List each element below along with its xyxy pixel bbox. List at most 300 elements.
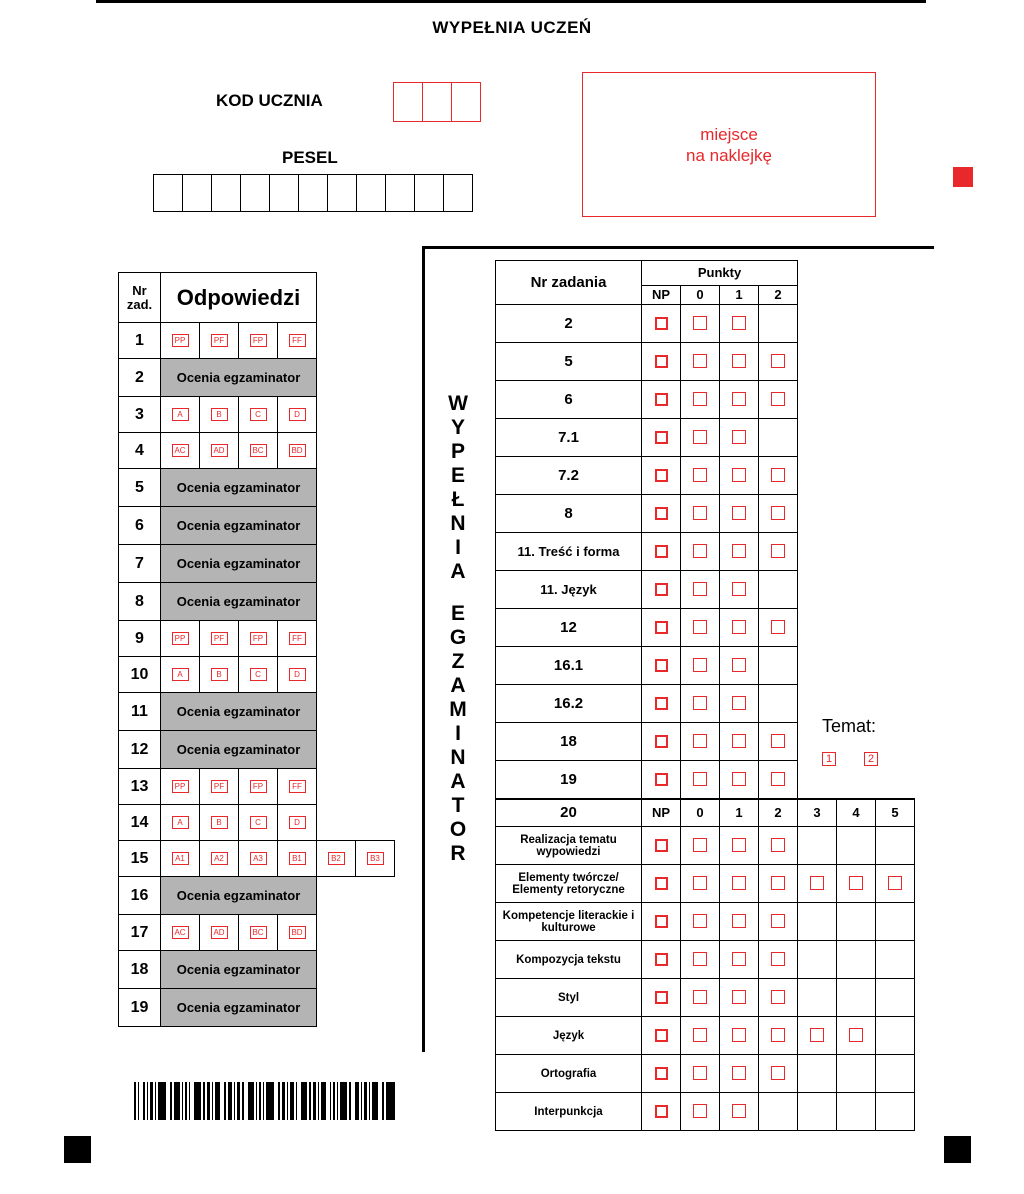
- points-cell[interactable]: [720, 723, 759, 761]
- np-cell[interactable]: [642, 941, 681, 979]
- points-cell[interactable]: [759, 865, 798, 903]
- task-number: 2: [496, 305, 642, 343]
- answer-option-cell[interactable]: [200, 323, 239, 359]
- np-checkbox[interactable]: [655, 915, 668, 928]
- points-cell[interactable]: [720, 1093, 759, 1131]
- pesel-cell[interactable]: [182, 174, 212, 212]
- np-cell[interactable]: [642, 457, 681, 495]
- answer-option-box[interactable]: D: [289, 816, 306, 829]
- answer-option-cell[interactable]: [161, 657, 200, 693]
- answer-option-box[interactable]: AD: [211, 926, 228, 939]
- answer-option-cell[interactable]: [161, 323, 200, 359]
- points-cell[interactable]: [681, 343, 720, 381]
- np-checkbox[interactable]: [655, 1105, 668, 1118]
- np-cell[interactable]: [642, 979, 681, 1017]
- answer-option-box[interactable]: A: [172, 668, 189, 681]
- answer-option-box[interactable]: PF: [211, 780, 228, 793]
- points-cell[interactable]: [681, 609, 720, 647]
- points-checkbox[interactable]: [732, 506, 746, 520]
- points-checkbox[interactable]: [693, 696, 707, 710]
- points-cell[interactable]: [720, 305, 759, 343]
- examiner-graded-cell: Ocenia egzaminator: [161, 731, 317, 769]
- points-checkbox[interactable]: [810, 1028, 824, 1042]
- answer-option-box[interactable]: A: [172, 408, 189, 421]
- points-cell[interactable]: [681, 419, 720, 457]
- points-checkbox[interactable]: [732, 468, 746, 482]
- points-cell[interactable]: [681, 903, 720, 941]
- points-checkbox[interactable]: [732, 990, 746, 1004]
- points-checkbox[interactable]: [732, 658, 746, 672]
- points-checkbox[interactable]: [732, 392, 746, 406]
- answer-row-number: 11: [119, 693, 161, 731]
- answer-row: [119, 545, 395, 583]
- np-cell[interactable]: [642, 609, 681, 647]
- np-cell[interactable]: [642, 903, 681, 941]
- points-cell[interactable]: [876, 865, 915, 903]
- points-cell[interactable]: [681, 647, 720, 685]
- points-checkbox[interactable]: [771, 990, 785, 1004]
- points-cell[interactable]: [759, 941, 798, 979]
- points-checkbox[interactable]: [693, 914, 707, 928]
- answer-option-cell[interactable]: [200, 433, 239, 469]
- points-checkbox[interactable]: [771, 1066, 785, 1080]
- np-cell[interactable]: [642, 419, 681, 457]
- answer-option-box[interactable]: C: [250, 668, 267, 681]
- pesel-cell[interactable]: [153, 174, 183, 212]
- np-cell[interactable]: [642, 571, 681, 609]
- np-cell[interactable]: [642, 723, 681, 761]
- points-checkbox[interactable]: [732, 914, 746, 928]
- task-number: 5: [496, 343, 642, 381]
- topic-option-box[interactable]: 1: [822, 752, 836, 766]
- np-checkbox[interactable]: [655, 1067, 668, 1080]
- spacer-cell: [837, 285, 876, 304]
- points-checkbox[interactable]: [693, 354, 707, 368]
- points-checkbox[interactable]: [693, 990, 707, 1004]
- answer-option-cell[interactable]: [278, 805, 317, 841]
- answer-option-cell[interactable]: [239, 397, 278, 433]
- pesel-cell[interactable]: [240, 174, 270, 212]
- points-cell: [876, 941, 915, 979]
- answer-option-cell[interactable]: [278, 657, 317, 693]
- answer-option-cell[interactable]: [239, 841, 278, 877]
- np-checkbox[interactable]: [655, 953, 668, 966]
- points-cell[interactable]: [681, 865, 720, 903]
- points-checkbox[interactable]: [693, 430, 707, 444]
- answer-option-cell[interactable]: [200, 805, 239, 841]
- points-checkbox[interactable]: [771, 392, 785, 406]
- answer-option-box[interactable]: PP: [172, 334, 189, 347]
- answer-option-box[interactable]: BD: [289, 444, 306, 457]
- answer-option-cell[interactable]: [239, 621, 278, 657]
- points-checkbox[interactable]: [771, 506, 785, 520]
- points-checkbox[interactable]: [693, 838, 707, 852]
- np-checkbox[interactable]: [655, 583, 668, 596]
- points-checkbox[interactable]: [732, 582, 746, 596]
- np-checkbox[interactable]: [655, 507, 668, 520]
- answer-option-cell[interactable]: [278, 621, 317, 657]
- answer-option-box[interactable]: A: [172, 816, 189, 829]
- points-checkbox[interactable]: [693, 582, 707, 596]
- points-checkbox[interactable]: [693, 876, 707, 890]
- answer-option-box[interactable]: PP: [172, 780, 189, 793]
- answer-option-box[interactable]: D: [289, 408, 306, 421]
- np-checkbox[interactable]: [655, 697, 668, 710]
- points-cell[interactable]: [720, 609, 759, 647]
- answer-option-cell[interactable]: [356, 841, 395, 877]
- points-cell[interactable]: [759, 1017, 798, 1055]
- points-checkbox[interactable]: [693, 620, 707, 634]
- points-checkbox[interactable]: [732, 316, 746, 330]
- task20-col-header: 5: [876, 799, 915, 827]
- task-number: 16.2: [496, 685, 642, 723]
- points-checkbox[interactable]: [693, 1066, 707, 1080]
- points-cell[interactable]: [720, 381, 759, 419]
- points-cell[interactable]: [720, 647, 759, 685]
- np-checkbox[interactable]: [655, 317, 668, 330]
- answer-option-cell[interactable]: [317, 841, 356, 877]
- points-checkbox[interactable]: [693, 1104, 707, 1118]
- points-checkbox[interactable]: [693, 658, 707, 672]
- np-checkbox[interactable]: [655, 545, 668, 558]
- np-cell[interactable]: [642, 495, 681, 533]
- points-checkbox[interactable]: [732, 876, 746, 890]
- points-cell[interactable]: [798, 1017, 837, 1055]
- points-checkbox[interactable]: [771, 876, 785, 890]
- np-checkbox[interactable]: [655, 621, 668, 634]
- np-checkbox[interactable]: [655, 735, 668, 748]
- points-checkbox[interactable]: [732, 838, 746, 852]
- answer-option-cell[interactable]: [200, 657, 239, 693]
- barcode-bar: [150, 1082, 153, 1120]
- np-checkbox[interactable]: [655, 431, 668, 444]
- answer-option-cell[interactable]: [278, 433, 317, 469]
- np-checkbox[interactable]: [655, 469, 668, 482]
- answer-option-cell[interactable]: [278, 323, 317, 359]
- answer-row-number: 10: [119, 657, 161, 693]
- points-cell[interactable]: [759, 903, 798, 941]
- topic-option-box[interactable]: 2: [864, 752, 878, 766]
- pesel-cell[interactable]: [385, 174, 415, 212]
- points-cell[interactable]: [720, 571, 759, 609]
- points-cell[interactable]: [720, 941, 759, 979]
- points-cell[interactable]: [720, 533, 759, 571]
- np-checkbox[interactable]: [655, 839, 668, 852]
- points-checkbox[interactable]: [771, 1028, 785, 1042]
- points-checkbox[interactable]: [732, 544, 746, 558]
- answer-option-box[interactable]: B: [211, 408, 228, 421]
- points-cell[interactable]: [759, 457, 798, 495]
- answer-option-cell[interactable]: [200, 397, 239, 433]
- answer-option-cell[interactable]: [161, 621, 200, 657]
- points-checkbox[interactable]: [693, 952, 707, 966]
- pesel-cell[interactable]: [298, 174, 328, 212]
- answer-option-cell[interactable]: [161, 397, 200, 433]
- answer-option-cell[interactable]: [161, 769, 200, 805]
- points-checkbox[interactable]: [732, 1028, 746, 1042]
- points-cell[interactable]: [681, 1017, 720, 1055]
- np-checkbox[interactable]: [655, 991, 668, 1004]
- points-checkbox[interactable]: [732, 772, 746, 786]
- answer-option-box[interactable]: FP: [250, 632, 267, 645]
- answer-option-box[interactable]: PF: [211, 632, 228, 645]
- points-cell[interactable]: [720, 1017, 759, 1055]
- points-cell[interactable]: [720, 903, 759, 941]
- np-checkbox[interactable]: [655, 393, 668, 406]
- points-checkbox[interactable]: [732, 734, 746, 748]
- answer-option-box[interactable]: BC: [250, 926, 267, 939]
- points-cell[interactable]: [759, 533, 798, 571]
- np-cell[interactable]: [642, 1055, 681, 1093]
- points-cell[interactable]: [681, 1055, 720, 1093]
- points-cell[interactable]: [720, 343, 759, 381]
- points-checkbox[interactable]: [771, 772, 785, 786]
- points-checkbox[interactable]: [732, 1066, 746, 1080]
- student-code-cell[interactable]: [393, 82, 423, 122]
- barcode-bar: [212, 1082, 213, 1120]
- barcode-bar: [138, 1082, 139, 1120]
- answer-option-box[interactable]: A2: [211, 852, 228, 865]
- np-checkbox[interactable]: [655, 355, 668, 368]
- points-cell[interactable]: [681, 761, 720, 799]
- barcode-bar: [259, 1082, 261, 1120]
- points-checkbox[interactable]: [771, 620, 785, 634]
- points-cell[interactable]: [681, 533, 720, 571]
- np-cell[interactable]: [642, 827, 681, 865]
- answer-option-cell[interactable]: [239, 323, 278, 359]
- answer-option-box[interactable]: B: [211, 816, 228, 829]
- points-cell[interactable]: [759, 723, 798, 761]
- top-rule: [96, 0, 926, 3]
- answer-option-cell[interactable]: [239, 805, 278, 841]
- answer-option-box[interactable]: AC: [172, 926, 189, 939]
- points-checkbox[interactable]: [732, 430, 746, 444]
- student-code-cell[interactable]: [451, 82, 481, 122]
- answer-option-cell[interactable]: [278, 769, 317, 805]
- barcode-bar: [215, 1082, 220, 1120]
- answer-row: [119, 693, 395, 731]
- points-cell[interactable]: [837, 865, 876, 903]
- answer-option-box[interactable]: FF: [289, 780, 306, 793]
- answer-option-box[interactable]: D: [289, 668, 306, 681]
- spacer-cell: [837, 761, 876, 799]
- pesel-cell[interactable]: [356, 174, 386, 212]
- points-checkbox[interactable]: [849, 876, 863, 890]
- answer-row: [119, 989, 395, 1027]
- points-cell[interactable]: [759, 1055, 798, 1093]
- points-cell[interactable]: [681, 305, 720, 343]
- task-number: 7.2: [496, 457, 642, 495]
- answer-option-box[interactable]: B3: [367, 852, 384, 865]
- answer-option-cell[interactable]: [200, 769, 239, 805]
- points-cell[interactable]: [720, 1055, 759, 1093]
- points-checkbox[interactable]: [693, 1028, 707, 1042]
- pesel-cell[interactable]: [211, 174, 241, 212]
- points-cell[interactable]: [720, 761, 759, 799]
- points-cell[interactable]: [681, 495, 720, 533]
- barcode-bar: [386, 1082, 395, 1120]
- points-checkbox[interactable]: [732, 354, 746, 368]
- points-cell[interactable]: [681, 571, 720, 609]
- answer-row: [119, 877, 395, 915]
- points-checkbox[interactable]: [732, 1104, 746, 1118]
- answer-option-box[interactable]: FF: [289, 632, 306, 645]
- np-cell[interactable]: [642, 343, 681, 381]
- np-cell[interactable]: [642, 1093, 681, 1131]
- points-checkbox[interactable]: [693, 316, 707, 330]
- answer-option-cell[interactable]: [200, 915, 239, 951]
- points-cell[interactable]: [681, 723, 720, 761]
- answer-option-box[interactable]: B: [211, 668, 228, 681]
- answer-option-box[interactable]: BC: [250, 444, 267, 457]
- points-checkbox[interactable]: [693, 772, 707, 786]
- answer-option-cell[interactable]: [200, 621, 239, 657]
- points-cell[interactable]: [720, 827, 759, 865]
- answer-option-cell[interactable]: [161, 915, 200, 951]
- np-cell[interactable]: [642, 1017, 681, 1055]
- points-checkbox[interactable]: [771, 544, 785, 558]
- points-checkbox[interactable]: [732, 952, 746, 966]
- points-cell[interactable]: [759, 381, 798, 419]
- answer-option-cell[interactable]: [161, 433, 200, 469]
- points-checkbox[interactable]: [732, 620, 746, 634]
- np-cell[interactable]: [642, 647, 681, 685]
- points-cell[interactable]: [681, 381, 720, 419]
- points-cell[interactable]: [720, 495, 759, 533]
- points-cell[interactable]: [681, 941, 720, 979]
- answer-option-box[interactable]: A3: [250, 852, 267, 865]
- points-cell[interactable]: [759, 495, 798, 533]
- points-cell[interactable]: [759, 609, 798, 647]
- answer-option-cell[interactable]: [278, 841, 317, 877]
- answer-option-box[interactable]: C: [250, 408, 267, 421]
- answer-option-box[interactable]: PF: [211, 334, 228, 347]
- answer-option-box[interactable]: FF: [289, 334, 306, 347]
- student-code-cell[interactable]: [422, 82, 452, 122]
- answer-option-box[interactable]: B1: [289, 852, 306, 865]
- pesel-cell[interactable]: [443, 174, 473, 212]
- points-cell: [759, 647, 798, 685]
- points-checkbox[interactable]: [693, 544, 707, 558]
- points-cell[interactable]: [720, 865, 759, 903]
- answer-option-box[interactable]: FP: [250, 334, 267, 347]
- answer-option-box[interactable]: FP: [250, 780, 267, 793]
- spacer-cell: [876, 571, 915, 609]
- points-checkbox[interactable]: [693, 506, 707, 520]
- answer-option-cell[interactable]: [161, 841, 200, 877]
- answer-option-box[interactable]: PP: [172, 632, 189, 645]
- np-cell[interactable]: [642, 381, 681, 419]
- answer-option-box[interactable]: B2: [328, 852, 345, 865]
- points-cell[interactable]: [681, 457, 720, 495]
- points-checkbox[interactable]: [732, 696, 746, 710]
- points-cell: [876, 1093, 915, 1131]
- answer-option-cell[interactable]: [239, 915, 278, 951]
- criterion-row: [496, 979, 915, 1017]
- barcode-bar: [256, 1082, 257, 1120]
- np-checkbox[interactable]: [655, 877, 668, 890]
- np-cell[interactable]: [642, 533, 681, 571]
- np-cell[interactable]: [642, 761, 681, 799]
- points-checkbox[interactable]: [888, 876, 902, 890]
- score-table: [495, 260, 915, 1131]
- answer-option-cell[interactable]: [161, 805, 200, 841]
- points-cell[interactable]: [759, 343, 798, 381]
- points-cell[interactable]: [759, 979, 798, 1017]
- criterion-name: Kompetencje literackie i kulturowe: [496, 903, 642, 941]
- points-cell: [837, 941, 876, 979]
- points-cell[interactable]: [681, 685, 720, 723]
- np-cell[interactable]: [642, 865, 681, 903]
- points-cell[interactable]: [759, 827, 798, 865]
- points-checkbox[interactable]: [810, 876, 824, 890]
- points-cell[interactable]: [681, 827, 720, 865]
- vertical-letter: I: [455, 536, 461, 559]
- barcode: [134, 1082, 448, 1120]
- spacer-cell: [837, 609, 876, 647]
- task20-col-np: NP: [642, 799, 681, 827]
- points-checkbox[interactable]: [771, 914, 785, 928]
- sticker-line-1: miejsce: [700, 124, 758, 144]
- points-checkbox[interactable]: [771, 468, 785, 482]
- vertical-letter: I: [455, 722, 461, 745]
- points-checkbox[interactable]: [771, 734, 785, 748]
- np-checkbox[interactable]: [655, 773, 668, 786]
- answer-option-box[interactable]: A1: [172, 852, 189, 865]
- np-checkbox[interactable]: [655, 659, 668, 672]
- points-cell[interactable]: [720, 419, 759, 457]
- answer-option-cell[interactable]: [239, 657, 278, 693]
- pesel-cell[interactable]: [327, 174, 357, 212]
- points-checkbox[interactable]: [849, 1028, 863, 1042]
- points-checkbox[interactable]: [693, 734, 707, 748]
- points-checkbox[interactable]: [693, 392, 707, 406]
- points-checkbox[interactable]: [693, 468, 707, 482]
- pesel-cell[interactable]: [269, 174, 299, 212]
- points-cell[interactable]: [720, 457, 759, 495]
- points-cell[interactable]: [837, 1017, 876, 1055]
- points-cell[interactable]: [720, 979, 759, 1017]
- points-checkbox[interactable]: [771, 838, 785, 852]
- points-cell[interactable]: [798, 865, 837, 903]
- answer-option-cell[interactable]: [239, 769, 278, 805]
- spacer-cell: [798, 533, 837, 571]
- task-number: 11. Język: [496, 571, 642, 609]
- answer-option-cell[interactable]: [200, 841, 239, 877]
- points-cell[interactable]: [720, 685, 759, 723]
- points-checkbox[interactable]: [771, 952, 785, 966]
- np-cell[interactable]: [642, 685, 681, 723]
- points-cell: [876, 903, 915, 941]
- answer-option-box[interactable]: AD: [211, 444, 228, 457]
- points-checkbox[interactable]: [771, 354, 785, 368]
- answer-option-box[interactable]: AC: [172, 444, 189, 457]
- answer-option-cell[interactable]: [278, 397, 317, 433]
- answer-option-box[interactable]: BD: [289, 926, 306, 939]
- points-cell[interactable]: [681, 1093, 720, 1131]
- points-cell[interactable]: [759, 761, 798, 799]
- answer-option-cell[interactable]: [239, 433, 278, 469]
- answer-option-box[interactable]: C: [250, 816, 267, 829]
- pesel-boxes[interactable]: [154, 174, 473, 212]
- points-cell[interactable]: [681, 979, 720, 1017]
- task-number: 8: [496, 495, 642, 533]
- pesel-cell[interactable]: [414, 174, 444, 212]
- answer-option-cell[interactable]: [278, 915, 317, 951]
- student-code-boxes[interactable]: [394, 82, 481, 122]
- np-cell[interactable]: [642, 305, 681, 343]
- np-checkbox[interactable]: [655, 1029, 668, 1042]
